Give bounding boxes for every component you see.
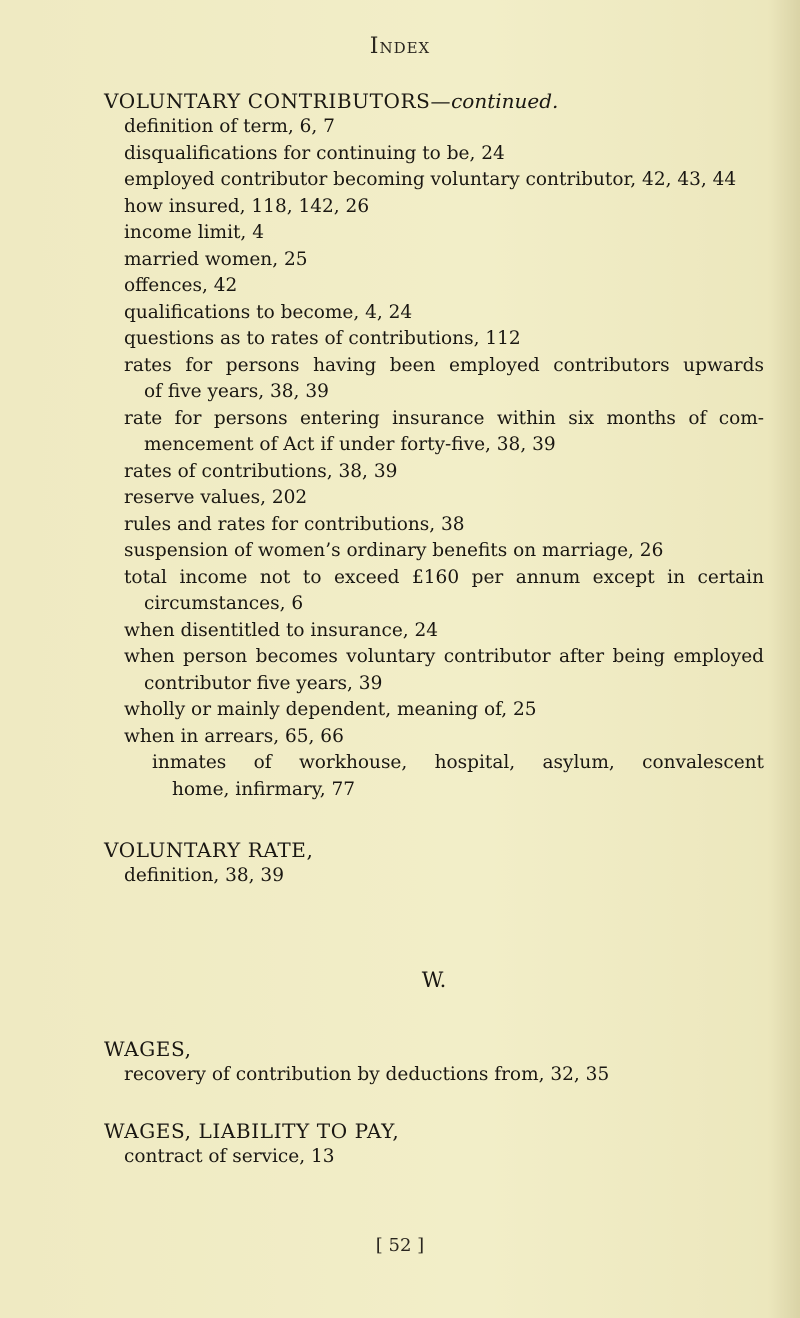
- index-entry: [104, 1062, 764, 1089]
- entry-line: recovery of contribution by deductions from, 32, 35: [124, 1063, 610, 1085]
- entry-line: offences, 42: [124, 275, 238, 296]
- index-body: [104, 88, 764, 1171]
- index-entry: [104, 406, 764, 459]
- entry-line: rates for persons having been employed contributors upwards: [124, 354, 764, 376]
- entry-continuation: of five years, 38, 39: [144, 381, 329, 402]
- entry-continuation: contributor five years, 39: [144, 672, 383, 694]
- index-entry: [104, 512, 764, 539]
- index-entry: [104, 644, 764, 697]
- index-entry: [104, 194, 764, 221]
- entry-line: rates of contributions, 38, 39: [124, 460, 398, 482]
- index-entry: [104, 141, 764, 168]
- index-entry: [104, 459, 764, 486]
- entry-line: employed contributor becoming voluntary contributor, 42, 43, 44: [124, 169, 737, 190]
- index-section: [104, 837, 764, 890]
- index-entry: [104, 618, 764, 645]
- section-heading: [104, 88, 764, 114]
- entry-continuation: mencement of Act if under forty-five, 38, 39: [144, 434, 556, 455]
- entry-line: wholly or mainly dependent, meaning of, 25: [124, 699, 537, 720]
- index-entry: [104, 697, 764, 724]
- entry-line: how insured, 118, 142, 26: [124, 195, 370, 217]
- entry-line: when person becomes voluntary contributor after being employed: [124, 646, 764, 667]
- entry-line: disqualifications for continuing to be, 24: [124, 142, 505, 164]
- index-entry: [104, 247, 764, 274]
- section-heading: WAGES,: [104, 1036, 192, 1061]
- entry-line: when disentitled to insurance, 24: [124, 619, 439, 641]
- index-entry: [104, 565, 764, 618]
- entry-line: rate for persons entering insurance within six months of com-: [124, 407, 764, 429]
- entry-line: qualifications to become, 4, 24: [124, 301, 413, 323]
- index-entry: [104, 485, 764, 512]
- index-entry: [104, 863, 764, 890]
- index-entry: [104, 353, 764, 406]
- entry-continuation: home, infirmary, 77: [172, 778, 356, 800]
- section-heading-text: VOLUNTARY CONTRIBUTORS—: [104, 89, 452, 113]
- index-section: [104, 1036, 764, 1089]
- entry-line: total income not to exceed £160 per annum except in certain: [124, 566, 764, 588]
- index-entry: [104, 300, 764, 327]
- entry-line: definition of term, 6, 7: [124, 116, 335, 137]
- section-heading: VOLUNTARY RATE,: [104, 838, 314, 862]
- running-head: Index: [369, 34, 431, 59]
- index-entry: [104, 273, 764, 300]
- entry-line: reserve values, 202: [124, 487, 308, 508]
- index-entry: [104, 1144, 764, 1171]
- entry-continuation: circumstances, 6: [144, 593, 304, 614]
- index-section: [104, 88, 764, 803]
- entry-line: rules and rates for contributions, 38: [124, 513, 465, 535]
- index-entry: [104, 724, 764, 751]
- entry-line: contract of service, 13: [124, 1146, 335, 1167]
- entry-line: income limit, 4: [124, 222, 264, 243]
- index-nested-entry: [104, 750, 764, 803]
- entry-line: suspension of women’s ordinary benefits on marriage, 26: [124, 540, 664, 561]
- section-heading-suffix: continued.: [451, 89, 559, 113]
- index-entry: [104, 220, 764, 247]
- section-heading: WAGES, LIABILITY TO PAY,: [104, 1119, 400, 1143]
- page-number: [ 52 ]: [375, 1235, 425, 1256]
- index-entry: [104, 326, 764, 353]
- entry-line: inmates of workhouse, hospital, asylum, convalescent: [152, 752, 764, 773]
- index-entry: [104, 114, 764, 141]
- index-entry: [104, 167, 764, 194]
- entry-line: married women, 25: [124, 248, 308, 270]
- entry-line: questions as to rates of contributions, 112: [124, 328, 521, 349]
- index-section: [104, 1118, 764, 1171]
- entry-line: when in arrears, 65, 66: [124, 725, 344, 747]
- entry-line: definition, 38, 39: [124, 865, 284, 886]
- index-entry: [104, 538, 764, 565]
- letter-heading: W.: [421, 967, 447, 992]
